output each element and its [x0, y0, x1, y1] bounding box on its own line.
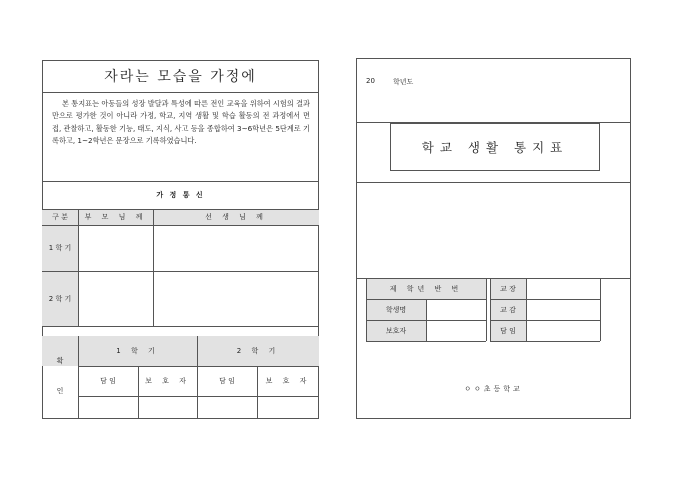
info-guardian-label: 보호자 [385, 327, 407, 335]
school-report-cover [356, 58, 631, 419]
confirm-sub-guardian-1: 보 호 자 [145, 377, 190, 385]
header-parents: 부 모 님 께 [84, 213, 147, 221]
confirm-sub-teacher-1: 담 임 [100, 377, 116, 385]
year-suffix: 학년도 [393, 78, 414, 86]
sign-vice-principal-field[interactable] [527, 300, 599, 320]
header-teacher: 선 생 님 께 [205, 213, 267, 221]
confirm-label-top: 확 [56, 357, 64, 365]
parents-term1-cell[interactable] [79, 226, 152, 270]
sign-cell-guardian-1[interactable] [139, 397, 196, 418]
sign-cell-teacher-1[interactable] [79, 397, 137, 418]
teacher-term1-cell[interactable] [154, 226, 318, 270]
sign-principal-field[interactable] [527, 279, 599, 299]
sign-cell-teacher-2[interactable] [198, 397, 256, 418]
report-title: 학교 생활 통지표 [421, 140, 569, 155]
confirm-term-1: 1 학 기 [116, 347, 159, 355]
left-title: 자라는 모습을 가정에 [104, 69, 257, 85]
sign-cell-guardian-2[interactable] [258, 397, 318, 418]
school-name: ㅇㅇ초등학교 [464, 385, 523, 393]
info-student-name-label: 학생명 [385, 306, 407, 314]
title-divider [42, 92, 319, 93]
report-title-box [390, 123, 600, 171]
section-title: 가 정 통 신 [156, 191, 205, 199]
confirm-label-bottom: 인 [56, 387, 64, 395]
sign-homeroom-field[interactable] [527, 321, 599, 341]
sign-homeroom-label: 담 임 [500, 327, 516, 335]
info-grade-class-number: 제 학년 반 번 [389, 285, 463, 293]
confirm-sub-teacher-2: 담 임 [219, 377, 235, 385]
row-term-1: 1 학 기 [48, 244, 72, 252]
teacher-term2-cell[interactable] [154, 272, 318, 325]
row-term-2: 2 학 기 [48, 294, 72, 303]
confirm-term-2: 2 학 기 [236, 347, 280, 355]
parents-term2-cell[interactable] [79, 272, 152, 325]
confirm-sub-guardian-2: 보 호 자 [265, 377, 311, 385]
intro-paragraph: 본 통지표는 아동들의 성장 발달과 특성에 따른 전인 교육을 위하여 시험의 결과만으로 평가한 것이 아니라 가정, 학교, 지역 생활 및 학습 활동의 전 과정에서 면접, 관찰하고, 활동한 기능, 태도, 지식, 사고 등을 종합하여 3~6학년은 5단계로 기록하고, 1~2학년은 문장으로 기록하였습니다. [52, 99, 310, 146]
sign-vice-principal-label: 교 감 [500, 306, 516, 314]
student-name-field[interactable] [427, 300, 485, 319]
year-prefix: 20 [366, 77, 375, 85]
guardian-name-field[interactable] [427, 321, 485, 340]
header-category: 구 분 [52, 213, 68, 221]
sign-principal-label: 교 장 [500, 285, 516, 293]
